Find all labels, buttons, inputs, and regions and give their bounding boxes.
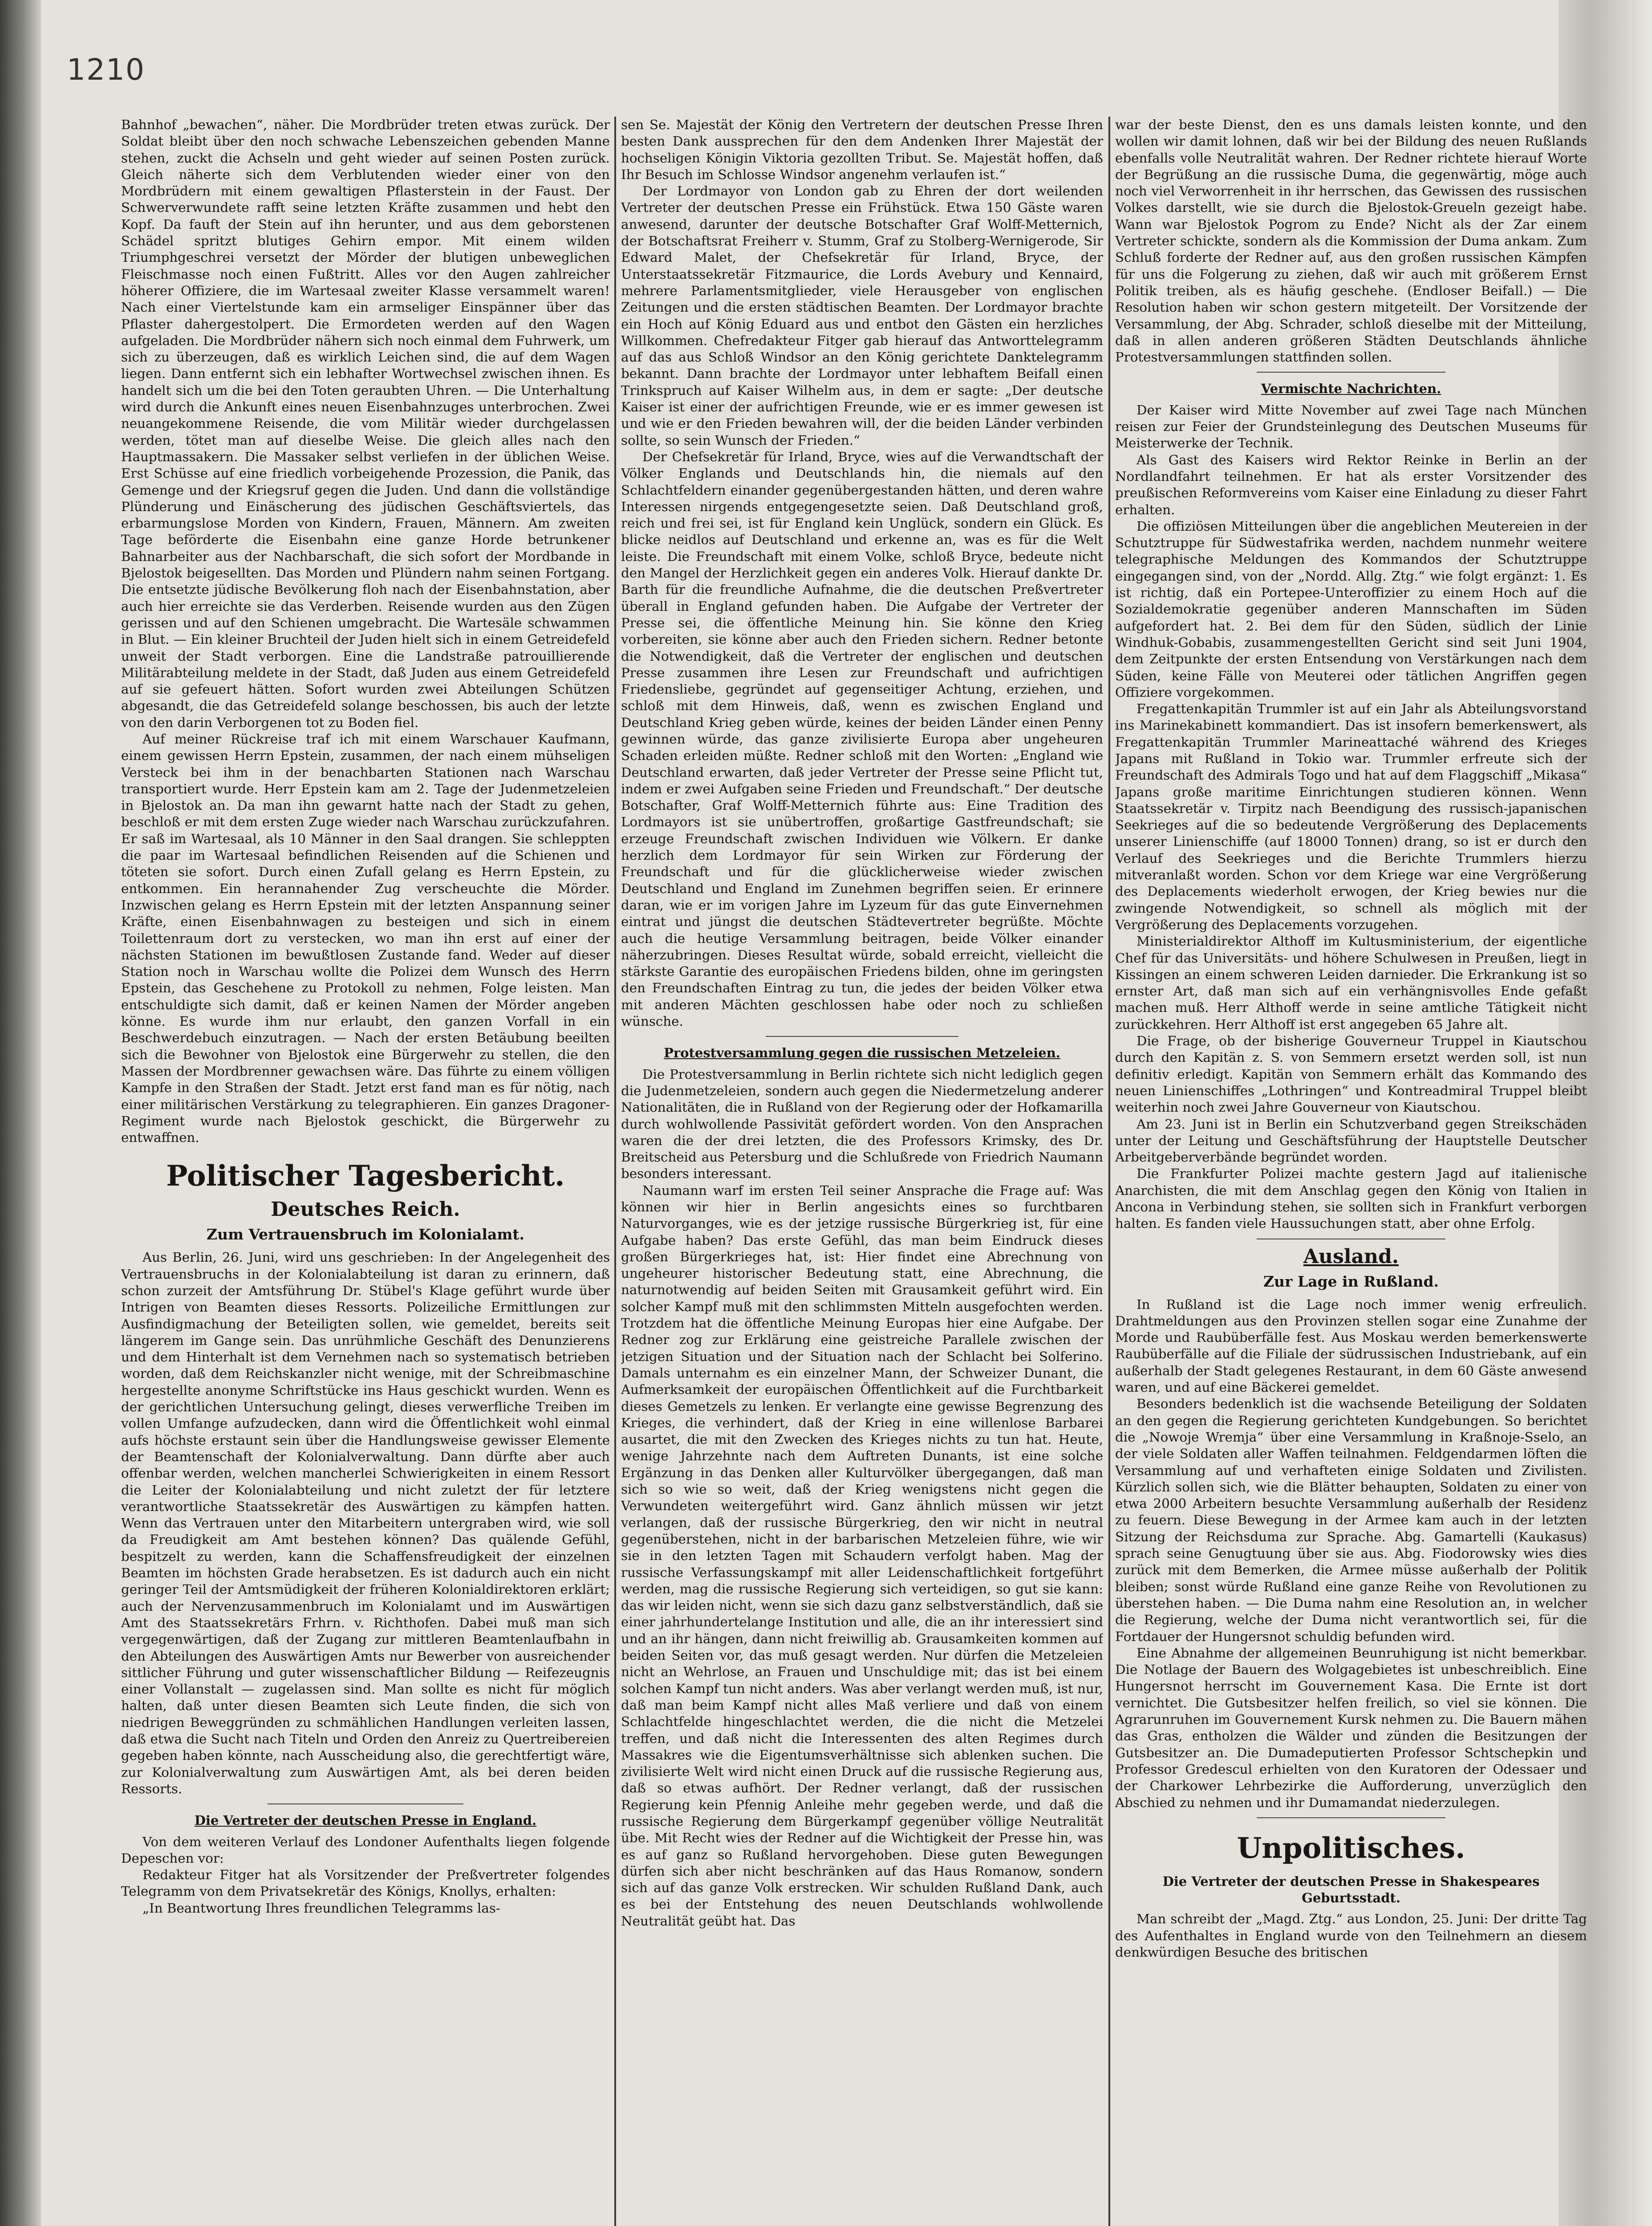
article-paragraph: „In Beantwortung Ihres freundlichen Telegramms las- — [142, 1900, 500, 1916]
article-paragraph: Man schreibt der „Magd. Ztg.“ aus London, 25. Juni: Der dritte Tag des Aufenthaltes in England wurde von den Teilnehmern an diesem denkwürdigen Besuche des britischen — [1115, 1911, 1587, 1960]
section-heading: Unpolitisches. — [1237, 1831, 1465, 1865]
article-paragraph: Der Lordmayor von London gab zu Ehren der dort weilenden Vertreter der deutschen Presse ein Frühstück. Etwa 150 Gäste waren anwesend, darunter der deutsche Botschafter Graf Wolff-Metternich, der Botschaftsrat Freiherr v. Stumm, Graf zu Stolberg-Wernigerode, Sir Edward Malet, der Chefsekretär für Irland, Bryce, der Unterstaatssekretär Fitzmaurice, die Lords Avebury und Kennaird, mehrere Parlamentsmitglieder, viele Herausgeber von englischen Zeitungen und die ersten städtischen Beamten. Der Lordmayor brachte ein Hoch auf König Eduard aus und entbot den Gästen ein herzliches Willkommen. Chefredakteur Fitger gab hierauf das Antworttelegramm auf das aus Schloß Windsor an den König gerichtete Danktelegramm bekannt. Dann brachte der Lordmayor unter lebhaftem Beifall einen Trinkspruch auf Kaiser Wilhelm aus, in dem er sagte: „Der deutsche Kaiser ist einer der aufrichtigen Freunde, wie er es immer gewesen ist und wie er den Frieden bewahren will, der die beiden Länder verbinden sollte, so sein Wunsch der Frieden.“ — [621, 183, 1103, 448]
article-paragraph: Die Frankfurter Polizei machte gestern Jagd auf italienische Anarchisten, die mit dem Anschlag gegen den König von Italien in Ancona in Verbindung stehen, sie sollten sich in Frankfurt verborgen halten. Es fanden viele Haussuchungen statt, aber ohne Erfolg. — [1115, 1166, 1587, 1231]
section-heading: Politischer Tagesbericht. — [166, 1159, 565, 1193]
column-2 — [621, 117, 1103, 2226]
book-binding — [0, 0, 41, 2226]
page-number: 1210 — [67, 53, 145, 87]
article-paragraph: Der Kaiser wird Mitte November auf zwei Tage nach München reisen zur Feier der Grundsteinlegung des Deutschen Museums für Meisterwerke der Technik. — [1115, 402, 1587, 451]
article-paragraph: war der beste Dienst, den es uns damals leisten konnte, und den wollen wir damit lohnen, daß wir bei der Bildung des neuen Rußlands ebenfalls volle Neutralität wahren. Der Redner richtete hierauf Worte der Begrüßung an die russische Duma, die gegenwärtig, möge auch noch viel Verworrenheit in ihr herrschen, das Gewissen des russischen Volkes darstellt, wie sie durch die Bjelostok-Greueln gezeigt habe. Wann war Bjelostok Pogrom zu Ende? Nicht als der Zar einem Vertreter schickte, sondern als die Kommission der Duma ankam. Zum Schluß forderte der Redner auf, aus den großen russischen Kämpfen für uns die Folgerung zu ziehen, daß wir auch mit größerem Ernst Politik treiben, als es häufig geschehe. (Endloser Beifall.) — Die Resolution haben wir schon gestern mitgeteilt. Der Vorsitzende der Versammlung, der Abg. Schrader, schloß dieselbe mit der Mitteilung, daß in allen anderen größeren Städten Deutschlands ähnliche Protestversammlungen stattfinden sollen. — [1115, 117, 1587, 365]
article-paragraph: Die Protestversammlung in Berlin richtete sich nicht lediglich gegen die Judenmetzeleien, sondern auch gegen die Niedermetzelung anderer Nationalitäten, die in Rußland von der Regierung oder der Hofkamarilla durch wohlwollende Passivität gefördert worden. Von den Ansprachen waren die der drei letzten, die des Professors Krimsky, des Dr. Breitscheid aus Petersburg und die Schlußrede von Friedrich Naumann besonders interessant. — [621, 1066, 1103, 1182]
article-title: Die Vertreter der deutschen Presse in Shakespeares Geburtsstadt. — [1162, 1873, 1540, 1906]
article-paragraph: Besonders bedenklich ist die wachsende Beteiligung der Soldaten an den gegen die Regierung gerichteten Kundgebungen. So berichtet die „Nowoje Wremja“ über eine Versammlung in Kraßnoje-Sselo, an der viele Soldaten aller Waffen teilnahmen. Feldgendarmen löften die Versammlung auf und verhafteten einige Soldaten und Zivilisten. Kürzlich sollen sich, wie die Blätter behaupten, Soldaten zu einer von etwa 2000 Arbeitern besuchte Versammlung außerhalb der Residenz zu feuern. Diese Bewegung in der Armee kam auch in der letzten Sitzung der Reichsduma zur Sprache. Abg. Gamartelli (Kaukasus) sprach seine Genugtuung über sie aus. Abg. Fiodorowsky wies dies zurück mit dem Bemerken, die Armee müsse außerhalb der Politik bleiben; sonst würde Rußland eine ganze Reihe von Revolutionen zu überstehen haben. — Die Duma nahm eine Resolution an, in welcher die Regierung, welche der Duma nicht verantwortlich sei, für die Fortdauer der Hungersnot schuldig befunden wird. — [1115, 1396, 1587, 1644]
article-paragraph: Naumann warf im ersten Teil seiner Ansprache die Frage auf: Was können wir hier in Berlin angesichts eines so furchtbaren Naturvorganges, wie es der jetzige russische Bürgerkrieg ist, für eine Aufgabe haben? Das erste Gefühl, das man beim Eindruck dieses großen Bürgerkrieges hat, ist: Hier findet eine Abrechnung von ungeheurer historischer Bedeutung statt, eine Abrechnung, die naturnotwendig auf beiden Seiten mit Grausamkeit geführt wird. Ein solcher Kampf muß mit den schlimmsten Mitteln ausgefochten werden. Trotzdem hat die öffentliche Meinung Europas hier eine Aufgabe. Der Redner zog zur Erklärung eine geistreiche Parallele zwischen der jetzigen Situation und der Situation nach der Schlacht bei Solferino. Damals unternahm es ein einzelner Mann, der Schweizer Dunant, die Aufmerksamkeit der europäischen Öffentlichkeit auf die Furchtbarkeit dieses Gemetzels zu lenken. Er verlangte eine gewisse Begrenzung des Krieges, die verhindert, daß der Krieg in eine willenlose Barbarei ausartet, die mit den Zwecken des Krieges nichts zu tun hat. Heute, wenige Jahrzehnte nach dem Auftreten Dunants, ist eine solche Ergänzung in das Denken aller Kulturvölker übergegangen, daß man sich so wie so weit, daß der Krieg wenigstens nicht gegen die Verwundeten weitergeführt wird. Ganz ähnlich müssen wir jetzt verlangen, daß der russische Bürgerkrieg, den wir nicht in neutral gegenüberstehen, nicht in der barbarischen Metzeleien führe, wie wir sie in den letzten Tagen mit Schaudern verfolgt haben. Mag der russische Verfassungskampf mit aller Leidenschaftlichkeit fortgeführt werden, mag die russische Regierung sich verteidigen, so gut sie kann: das wir leiden nicht, wenn sie sich dazu ganz selbstverständlich, daß sie einer jahrhundertelange Institution und alle, die an ihr interessiert sind und an ihr hängen, dann nicht freiwillig ab. Grausamkeiten kommen auf beiden Seiten vor, das muß gesagt werden. Nur dürfen die Metzeleien nicht an Wehrlose, an Frauen und Unschuldige mit; das ist bei einem solchen Kampf tun nicht anders. Was aber verlangt werden muß, ist nur, daß man beim Kampf nicht alles Maß verliere und daß von einem Schlachtfelde hingeschlachtet werden, die die nicht die Metzelei treffen, und daß nicht die Interessenten des alten Regimes durch Massakres wie die Eigentumsverhältnisse sich ablenken suchen. Die zivilisierte Welt wird nicht einen Druck auf die russische Regierung aus, daß so etwas aufhört. Der Redner verlangt, daß der russischen Regierung kein Pfennig Anleihe mehr gegeben werde, und daß die russische Regierung dem Bürgerkampf gegenüber völlige Neutralität übe. Mit Recht wies der Redner auf die Wichtigkeit der Presse hin, was es auf ganz so Rußland hervorgehoben. Diese guten Bewegungen dürfen sich aber nicht beschränken auf das Haus Romanow, sondern sich auf das ganze Volk erstrecken. Wir schulden Rußland Dank, auch es bei der Entstehung des neuen Deutschlands wohlwollende Neutralität geübt hat. Das — [621, 1182, 1103, 1929]
article-paragraph: Fregattenkapitän Trummler ist auf ein Jahr als Abteilungsvorstand ins Marinekabinett kommandiert. Das ist insofern bemerkenswert, als Fregattenkapitän Trummler Marineattaché während des Krieges Japans mit Rußland in Tokio war. Trummler erfreute sich der Freundschaft des Admirals Togo und hat auf dem Flaggschiff „Mikasa“ Japans große maritime Einrichtungen studieren können. Wenn Staatssekretär v. Tirpitz nach Beendigung des russisch-japanischen Seekrieges auf die so bedeutende Vergrößerung des Deplacements unserer Linienschiffe (auf 18000 Tonnen) drang, so ist er durch den Verlauf des Seekrieges und die Berichte Trummlers hierzu mitveranlaßt worden. Schon vor dem Kriege war eine Vergrößerung des Deplacements wiederholt erwogen, der Krieg bewies nur die zwingende Notwendigkeit, so schnell als möglich mit der Vergrößerung des Deplacements vorzugehen. — [1115, 701, 1587, 932]
column-divider — [1108, 117, 1110, 2226]
article-paragraph: Die offiziösen Mitteilungen über die angeblichen Meutereien in der Schutztruppe für Südwestafrika werden, nachdem nunmehr weitere telegraphische Meldungen des Kommandos der Schutztruppe eingegangen sind, von der „Nordd. Allg. Ztg.“ wie folgt ergänzt: 1. Es ist richtig, daß ein Portepee-Unteroffizier zu einem Hoch auf die Sozialdemokratie gegenüber anderen Mannschaften im Süden aufgefordert hat. 2. Bei dem für den Süden, südlich der Linie Windhuk-Gobabis, zusammengestellten Gericht sind seit Juni 1904, dem Zeitpunkte der ersten Entsendung von Verstärkungen nach dem Süden, keine Fälle von Meuterei oder tätlichen Angriffen gegen Offiziere vorgekommen. — [1115, 518, 1587, 700]
column-3 — [1115, 117, 1587, 2226]
article-paragraph: Eine Abnahme der allgemeinen Beunruhigung ist nicht bemerkbar. Die Notlage der Bauern des Wolgagebietes ist unbeschreiblich. Eine Hungersnot herrscht im Gouvernement Kasa. Die Ernte ist dort vernichtet. Die Gutsbesitzer helfen freilich, so viel sie können. Die Agrarunruhen im Gouvernement Kursk nehmen zu. Die Bauern mähen das Gras, entholzen die Wälder und zünden die Besitzungen der Gutsbesitzer an. Die Dumadeputierten Professor Schtschepkin und Professor Gredescul erhielten von den Kuratoren der Odessaer und der Charkower Lehrbezirke die Aufforderung, unverzüglich den Abschied zu nehmen und ihr Dumamandat niederzulegen. — [1115, 1645, 1587, 1810]
divider — [1257, 1817, 1445, 1818]
article-paragraph: In Rußland ist die Lage noch immer wenig erfreulich. Drahtmeldungen aus den Provinzen stellen sogar eine Zunahme der Morde und Raubüberfälle fest. Aus Moskau werden bemerkenswerte Raubüberfälle auf die Filiale der südrussischen Industriebank, auf ein außerhalb der Stadt gelegenes Restaurant, in dem 60 Gäste anwesend waren, und auf eine Bäckerei gemeldet. — [1115, 1296, 1587, 1395]
divider — [766, 1036, 958, 1037]
column-1 — [121, 117, 610, 2226]
article-paragraph: Bahnhof „bewachen“, näher. Die Mordbrüder treten etwas zurück. Der Soldat bleibt über den noch schwache Lebenszeichen gebenden Manne stehen, zuckt die Achseln und geht wieder auf seinen Posten zurück. Gleich näherte sich dem Verblutenden wieder einer von den Mordbrüdern mit einem gewaltigen Pflasterstein in der Faust. Der Schwerverwundete rafft seine letzten Kräfte zusammen und hebt den Kopf. Da fauft der Stein auf ihn herunter, und aus dem geborstenen Schädel spritzt blutiges Gehirn empor. Mit einem wilden Triumphgeschrei versetzt der Mörder der blutigen unbeweglichen Fleischmasse noch einen Fußtritt. Alles vor den Augen zahlreicher höherer Offiziere, die im Wartesaal zweiter Klasse versammelt waren! Nach einer Viertelstunde kam ein armseliger Einspänner über das Pflaster dahergestolpert. Die Ermordeten werden auf den Wagen aufgeladen. Die Mordbrüder nähern sich noch einmal dem Fuhrwerk, um sich zu überzeugen, daß es wirklich Leichen sind, die auf dem Wagen liegen. Dann entfernt sich ein lebhafter Wortwechsel zwischen ihnen. Es handelt sich um die bei den Toten geraubten Uhren. — Die Unterhaltung wird durch die Ankunft eines neuen Eisenbahnzuges unterbrochen. Zwei neuangekommene Reisende, die vom Militär wieder durchgelassen werden, tötet man auf dieselbe Weise. Die gleich alles nach den Hauptmassakern. Die Massaker selbst verliefen in der üblichen Weise. Erst Schüsse auf eine friedlich vorbeigehende Prozession, die Panik, das Gemenge und der Kriegsruf gegen die Juden. Und dann die vollständige Plünderung und Einäscherung des jüdischen Geschäftsviertels, das erbarmungslose Morden von Kindern, Frauen, Männern. Am zweiten Tage beförderte die Eisenbahn eine ganze Horde betrunkener Bahnarbeiter aus der Nachbarschaft, die sich sofort der Mordbande in Bjelostok beigesellten. Das Morden und Plündern nahm seinen Fortgang. Die entsetzte jüdische Bevölkerung floh nach der Eisenbahnstation, aber auch hier erreichte sie das Verderben. Reisende wurden aus den Zügen gerissen und auf den Schienen umgebracht. Die Wartesäle schwammen in Blut. — Ein kleiner Bruchteil der Juden hielt sich in einem Getreidefeld unweit der Stadt verborgen. Eine die Landstraße patrouillierende Militärabteilung meldete in der Stadt, daß Juden aus einem Getreidefeld auf sie gefeuert hätten. Sofort wurden zwei Abteilungen Schützen abgesandt, die das Getreidefeld solange beschossen, bis auch der letzte von den darin Verborgenen tot zu Boden fiel. — [121, 117, 610, 730]
article-title: Zum Vertrauensbruch im Kolonialamt. — [207, 1226, 524, 1243]
section-heading: Ausland. — [1303, 1245, 1399, 1268]
column-divider — [614, 117, 616, 2226]
article-paragraph: Auf meiner Rückreise traf ich mit einem Warschauer Kaufmann, einem gewissen Herrn Epstein, zusammen, der nach einem mühseligen Versteck bei ihm in der benachbarten Stationen nach Warschau transportiert wurde. Herr Epstein kam am 2. Tage der Judenmetzeleien in Bjelostok an. Da man ihn gewarnt hatte nach der Stadt zu gehen, beschloß er mit dem ersten Zuge wieder nach Warschau zurückzufahren. Er saß im Wartesaal, als 10 Männer in den Saal drangen. Sie schleppten die paar im Wartesaal befindlichen Reisenden auf die Schienen und töteten sie sofort. Durch einen Zufall gelang es Herrn Epstein, zu entkommen. Ein herannahender Zug verscheuchte die Mörder. Inzwischen gelang es Herrn Epstein mit der letzten Anspannung seiner Kräfte, einen Eisenbahnwagen zu besteigen und sich in einem Toilettenraum dort zu verstecken, wo man ihn erst auf einer der nächsten Stationen im bewußtlosen Zustande fand. Weder auf dieser Station noch in Warschau wollte die Polizei dem Wunsch des Herrn Epstein, das Geschehene zu Protokoll zu nehmen, Folge leisten. Man entschuldigte sich damit, daß er keinen Namen der Mörder angeben könne. Es wurde ihm nur erlaubt, den ganzen Vorfall in ein Beschwerdebuch einzutragen. — Nach der ersten Betäubung beeilten sich die Bewohner von Bjelostok eine Bürgerwehr zu stellen, die den Massen der Mordbrenner gewachsen wäre. Das führte zu einem völligen Kampfe in den Straßen der Stadt. Jetzt erst fand man es für nötig, nach einer militärischen Verstärkung zu telegraphieren. Ein ganzes Dragoner-Regiment wurde nach Bjelostok geschickt, die Bürgerwehr zu entwaffnen. — [121, 731, 610, 1145]
article-title: Protestversammlung gegen die russischen Metzeleien. — [664, 1045, 1060, 1061]
article-paragraph: Am 23. Juni ist in Berlin ein Schutzverband gegen Streikschäden unter der Leitung und Geschäftsführung der Hauptstelle Deutscher Arbeitgeberverbände begründet worden. — [1115, 1116, 1587, 1165]
article-paragraph: sen Se. Majestät der König den Vertretern der deutschen Presse Ihren besten Dank aussprechen für den dem Andenken Ihrer Majestät der hochseligen Königin Viktoria gezollten Tribut. Se. Majestät hoffen, daß Ihr Besuch im Schlosse Windsor angenehm verlaufen ist.“ — [621, 117, 1103, 182]
divider — [1257, 372, 1445, 373]
article-paragraph: Die Frage, ob der bisherige Gouverneur Truppel in Kiautschou durch den Kapitän z. S. von Semmern ersetzt werden soll, ist nun definitiv erledigt. Kapitän von Semmern erhält das Kommando des neuen Linienschiffes „Lothringen“ und Kontreadmiral Truppel bleibt weiterhin noch zwei Jahre Gouverneur von Kiautschou. — [1115, 1033, 1587, 1115]
article-paragraph: Der Chefsekretär für Irland, Bryce, wies auf die Verwandtschaft der Völker Englands und Deutschlands hin, die niemals auf den Schlachtfeldern einander gegenübergestanden hätten, und deren wahre Interessen nirgends entgegengesetzte seien. Daß Deutschland groß, reich und frei sei, ist für England kein Unglück, sondern ein Glück. Es blicke neidlos auf Deutschland und erkenne an, was es für die Welt leiste. Die Freundschaft mit einem Volke, schloß Bryce, bedeute nicht den Mangel der Herzlichkeit gegen ein anderes Volk. Hierauf dankte Dr. Barth für die freundliche Aufnahme, die die deutschen Preßvertreter überall in England gefunden haben. Die Aufgabe der Vertreter der Presse sei, die öffentliche Meinung hin. Sie könne den Krieg vorbereiten, sie könne aber auch den Frieden sichern. Redner betonte die Notwendigkeit, daß die Vertreter der englischen und deutschen Presse zusammen ihre Lesen zur Freundschaft und aufrichtigen Friedensliebe, gegründet auf gegenseitiger Achtung, erziehen, und schloß mit dem Hinweis, daß, wenn es zwischen England und Deutschland Krieg geben würde, keines der beiden Länder einen Penny gewinnen würde, das ganze zivilisierte Europa aber ungeheuren Schaden erleiden müßte. Redner schloß mit den Worten: „England wie Deutschland erwarten, daß jeder Vertreter der Presse seine Pflicht tut, indem er zwei Aufgaben seine Frieden und Freundschaft.“ Der deutsche Botschafter, Graf Wolff-Metternich führte aus: Eine Tradition des Lordmayors ist sie unübertroffen, großartige Gastfreundschaft; sie erzeuge Freundschaft zwischen Individuen wie Völkern. Er danke herzlich dem Lordmayor für sein Wirken zur Förderung der Freundschaft und für die glücklicherweise wieder zwischen Deutschland und England im Zunehmen begriffen seien. Er erinnere daran, wie er im vorigen Jahre im Lyzeum für das gute Einvernehmen eintrat und jüngst die deutschen Städtevertreter begrüßte. Möchte auch die heutige Versammlung beitragen, beide Völker einander näherzubringen. Dieses Resultat würde, sobald erreicht, vielleicht die stärkste Garantie des europäischen Friedens bilden, ohne im geringsten den Freundschaften Eintrag zu tun, die jedes der beiden Völker etwa mit anderen Mächten geschlossen habe oder noch zu schließen wünsche. — [621, 449, 1103, 1029]
article-paragraph: Als Gast des Kaisers wird Rektor Reinke in Berlin an der Nordlandfahrt teilnehmen. Er hat als erster Vorsitzender des preußischen Reformvereins vom Kaiser eine Einladung zu dieser Fahrt erhalten. — [1115, 452, 1587, 517]
article-title: Vermischte Nachrichten. — [1261, 381, 1441, 397]
section-subheading: Deutsches Reich. — [271, 1198, 460, 1221]
article-paragraph: Aus Berlin, 26. Juni, wird uns geschrieben: In der Angelegenheit des Vertrauensbruchs in der Kolonialabteilung ist daran zu erinnern, daß schon zurzeit der Amtsführung Dr. Stübel's Klage geführt wurde über Intrigen von Beamten dieses Ressorts. Polizeiliche Ermittlungen zur Ausfindigmachung der Beteiligten sollen, wie gemeldet, bereits seit längerem im Gange sein. Das unrühmliche Geschäft des Denunzierens und dem Hinterhalt ist dem Vernehmen nach so systematisch betrieben worden, daß dem Reichskanzler nicht wenige, mit der Schreibmaschine hergestellte anonyme Schriftstücke ins Haus geschickt wurden. Wenn es der gerichtlichen Untersuchung gelingt, dieses verwerfliche Treiben im vollen Umfange aufzudecken, dann wird die Öffentlichkeit wohl einmal aufs höchste erstaunt sein über die Handlungsweise gewisser Elemente der Beamtenschaft der Kolonialverwaltung. Dann dürfte aber auch offenbar werden, welchen mancherlei Schwierigkeiten in einem Ressort die Leiter der Kolonialabteilung und nicht zuletzt der für letztere verantwortliche Staatssekretär des Auswärtigen zu kämpfen hatten. Wenn das Vertrauen unter den Mitarbeitern untergraben wird, wie soll da Freudigkeit am Amt bestehen können? Das quälende Gefühl, bespitzelt zu werden, kann die Schaffensfreudigkeit der einzelnen Beamten im höchsten Grade herabsetzen. Es ist dadurch auch ein nicht geringer Teil der Amtsmüdigkeit der früheren Kolonialdirektoren erklärt; auch der Nervenzusammenbruch im Kolonialamt und im Auswärtigen Amt des Staatssekretärs Frhrn. v. Richthofen. Dabei muß man sich vergegenwärtigen, daß der Zugang zur mittleren Beamtenlaufbahn in den Abteilungen des Auswärtigen Amts nur Bewerber von ausreichender sittlicher Führung und guter wissenschaftlicher Bildung — Reifezeugnis einer Vollanstalt — zugelassen sind. Man sollte es nicht für möglich halten, daß unter diesen Beamten sich Leute finden, die sich von niedrigen Beweggründen zu schmählichen Handlungen verleiten lassen, daß etwa die Sucht nach Titeln und Orden den Anreiz zu Quertreibereien gegeben haben könnte, nach Ausscheidung also, die gerechtfertigt wäre, zur Kolonialverwaltung zum Auswärtigen Amt, als bei deren beiden Ressorts. — [121, 1250, 610, 1796]
article-title: Zur Lage in Rußland. — [1263, 1272, 1439, 1290]
article-title: Die Vertreter der deutschen Presse in England. — [194, 1813, 537, 1828]
article-paragraph: Ministerialdirektor Althoff im Kultusministerium, der eigentliche Chef für das Universitäts- und höhere Schulwesen in Preußen, liegt in Kissingen an einem schweren Leiden darnieder. Die Erkrankung ist so ernster Art, daß man sich auf ein verhängnisvolles Ende gefaßt machen muß. Herr Althoff werde in seine amtliche Tätigkeit nicht zurückkehren. Herr Althoff ist erst angegeben 65 Jahre alt. — [1115, 934, 1587, 1032]
article-paragraph: Von dem weiteren Verlauf des Londoner Aufenthalts liegen folgende Depeschen vor: — [121, 1834, 610, 1866]
article-paragraph: Redakteur Fitger hat als Vorsitzender der Preßvertreter folgendes Telegramm von dem Privatsekretär des Königs, Knollys, erhalten: — [121, 1867, 610, 1899]
